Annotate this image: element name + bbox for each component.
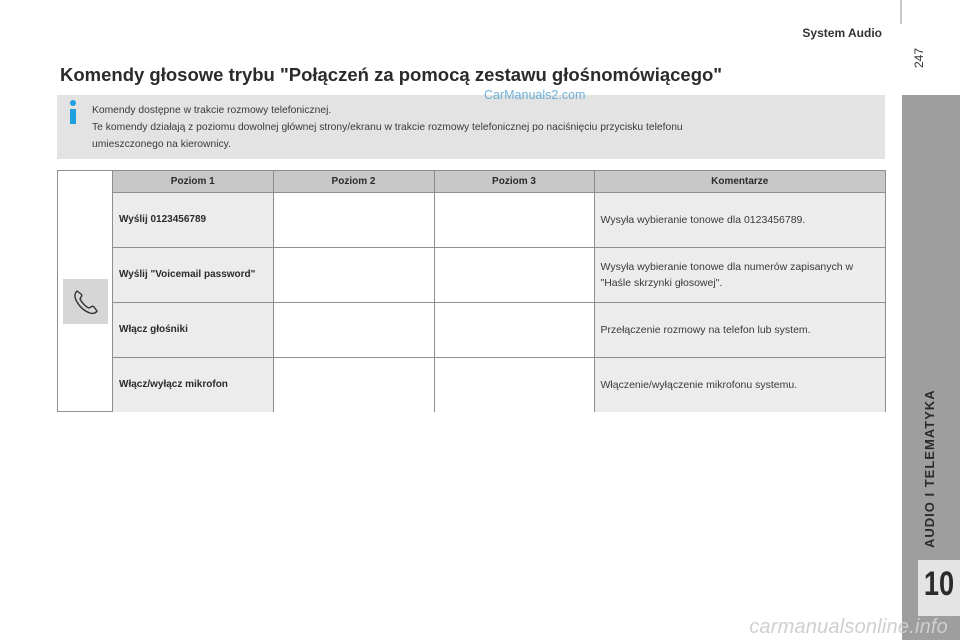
page-title: Komendy głosowe trybu "Połączeń za pomocą zestawu głośnomówiącego" — [60, 64, 723, 85]
level3-cell — [434, 302, 594, 357]
commands-table — [113, 171, 885, 412]
comment-cell: Włączenie/wyłączenie mikrofonu systemu. — [594, 357, 885, 412]
voice-commands-table — [57, 170, 886, 412]
level2-cell — [273, 247, 434, 302]
command-cell: Włącz głośniki — [113, 302, 273, 357]
level2-cell — [273, 192, 434, 247]
command-cell: Wyślij "Voicemail password" — [113, 247, 273, 302]
command-cell: Wyślij 0123456789 — [113, 192, 273, 247]
info-text — [92, 102, 872, 153]
page-number: 247 — [912, 47, 926, 68]
info-icon — [66, 100, 80, 126]
table-row — [113, 247, 885, 302]
column-header-level3: Poziom 3 — [434, 171, 594, 192]
comment-cell: Wysyła wybieranie tonowe dla 0123456789. — [594, 192, 885, 247]
info-line: Te komendy działają z poziomu dowolnej głównej strony/ekranu w trakcie rozmowy telefonicznej po naciśnięciu przycisku telefonu — [92, 122, 683, 133]
column-header-comment: Komentarze — [594, 171, 885, 192]
chapter-number: 10 — [923, 565, 955, 603]
chapter-label: AUDIO I TELEMATYKA — [922, 389, 937, 548]
level2-cell — [273, 357, 434, 412]
command-cell: Włącz/wyłącz mikrofon — [113, 357, 273, 412]
table-row — [113, 302, 885, 357]
table-row — [113, 192, 885, 247]
column-header-level2: Poziom 2 — [273, 171, 434, 192]
info-line: Komendy dostępne w trakcie rozmowy telefonicznej. — [92, 105, 332, 116]
icon-column — [58, 171, 113, 411]
phone-icon — [63, 279, 108, 324]
column-header-level1: Poziom 1 — [113, 171, 273, 192]
table-row — [113, 357, 885, 412]
sidebar-top — [902, 0, 960, 95]
info-line: umieszczonego na kierownicy. — [92, 139, 231, 150]
footer-watermark: carmanualsonline.info — [749, 616, 948, 638]
comment-cell: Przełączenie rozmowy na telefon lub system. — [594, 302, 885, 357]
section-title: System Audio — [802, 26, 882, 40]
level3-cell — [434, 192, 594, 247]
watermark: CarManuals2.com — [484, 88, 586, 102]
comment-cell: Wysyła wybieranie tonowe dla numerów zapisanych w "Haśle skrzynki głosowej". — [594, 247, 885, 302]
level2-cell — [273, 302, 434, 357]
table-header-row — [113, 171, 885, 192]
level3-cell — [434, 357, 594, 412]
level3-cell — [434, 247, 594, 302]
